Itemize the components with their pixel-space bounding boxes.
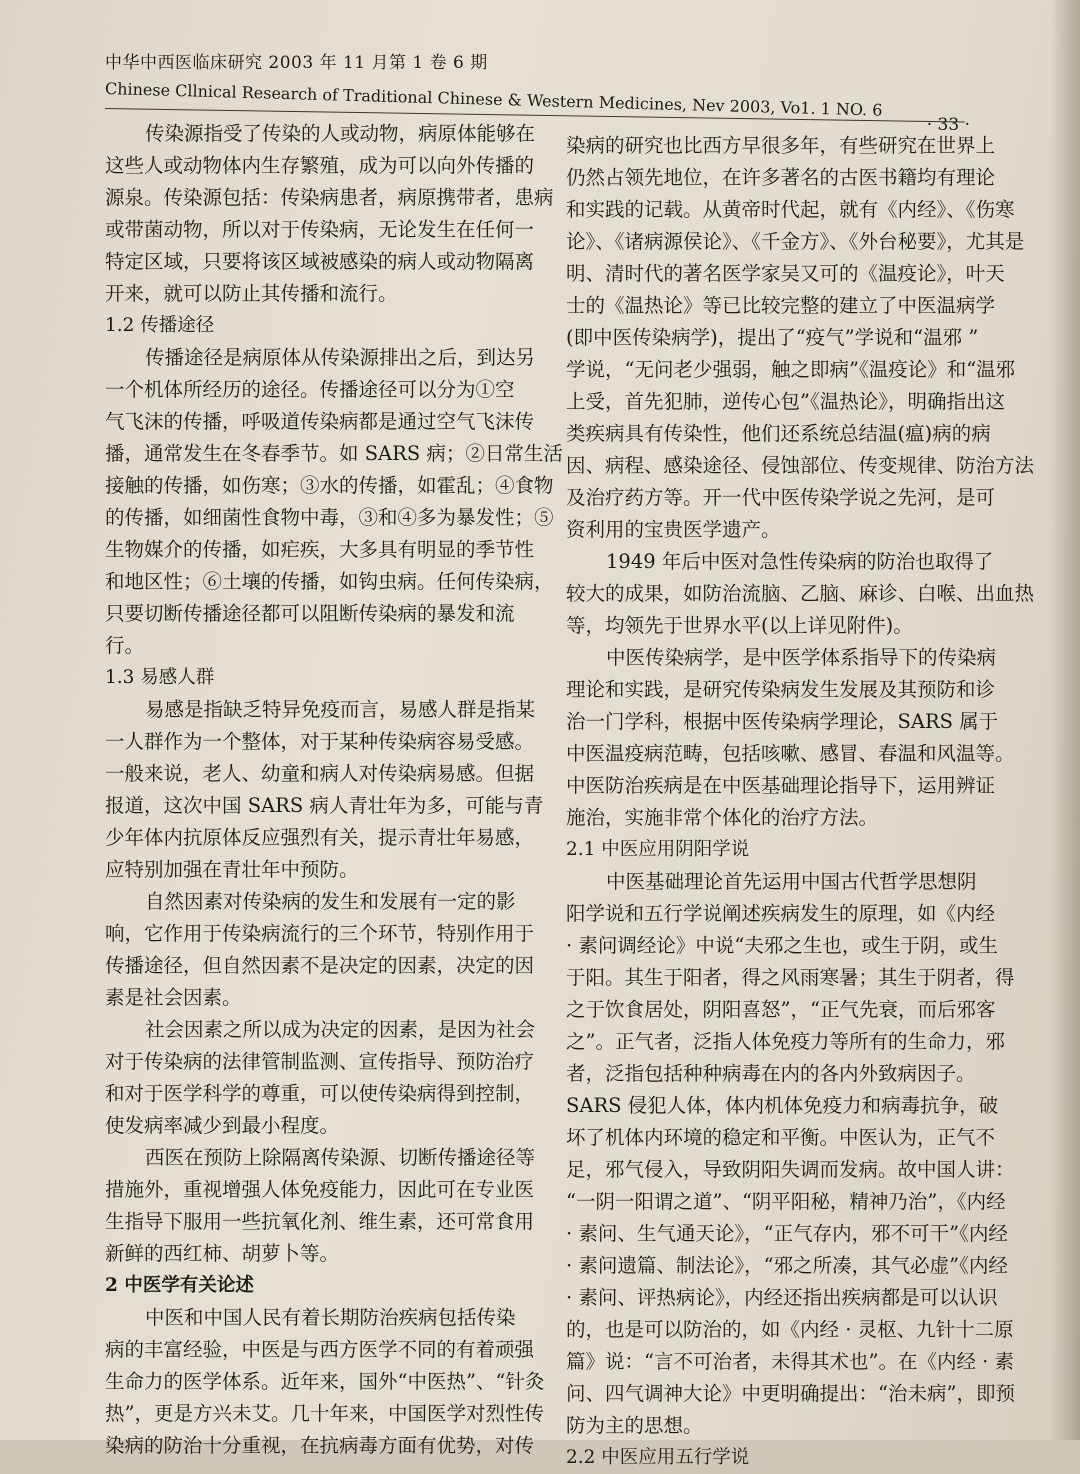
page-number: · 33 ·: [926, 115, 970, 135]
text-line: 士的《温热论》等已比较完整的建立了中医温病学: [566, 294, 996, 317]
section-heading: 2 中医学有关论述: [105, 1275, 254, 1296]
text-line: 理论和实践，是研究传染病发生发展及其预防和诊: [566, 678, 996, 701]
text-line: (即中医传染病学)，提出了“疫气”学说和“温邪 ”: [566, 326, 979, 349]
running-header: [104, 48, 883, 120]
text-line: 易感是指缺乏特异免疫而言，易感人群是指某: [145, 698, 536, 721]
text-line: 和对于医学科学的尊重，可以使传染病得到控制，: [105, 1082, 535, 1105]
text-line: 新鲜的西红柿、胡萝卜等。: [105, 1242, 340, 1265]
text-line: 或带菌动物，所以对于传染病，无论发生在任何一: [105, 218, 535, 241]
text-line: 只要切断传播途径都可以阻断传染病的暴发和流: [105, 602, 515, 625]
left-column: [105, 118, 563, 1462]
text-line: 社会因素之所以成为决定的因素，是因为社会: [145, 1018, 536, 1041]
text-line: 这些人或动物体内生存繁殖，成为可以向外传播的: [105, 154, 535, 177]
text-line: 问、四气调神大论》中更明确提出：“治未病”，即预: [566, 1382, 1015, 1405]
text-line: 少年体内抗原体反应强烈有关，提示青壮年易感，: [105, 826, 535, 849]
section-heading: 2.2 中医应用五行学说: [566, 1447, 750, 1468]
section-heading: 1.3 易感人群: [105, 667, 215, 688]
text-line: 一个机体所经历的途径。传播途径可以分为①空: [105, 378, 515, 401]
text-line: · 素问调经论》中说“夫邪之生也，或生于阴，或生: [566, 934, 998, 957]
text-line: 论》、《诸病源侯论》、《千金方》、《外台秘要》，尤其是: [566, 230, 1025, 253]
text-line: 之于饮食居处，阴阳喜怒”，“正气先衰，而后邪客: [566, 998, 996, 1021]
text-line: 源泉。传染源包括：传染病患者，病原携带者，患病: [105, 186, 554, 209]
text-line: 措施外，重视增强人体免疫能力，因此可在专业医: [105, 1178, 535, 1201]
text-line: 防为主的思想。: [566, 1414, 703, 1437]
text-line: 明、清时代的著名医学家吴又可的《温疫论》，叶天: [566, 262, 1005, 285]
text-line: 治一门学科，根据中医传染病学理论，SARS 属于: [566, 710, 999, 733]
text-line: 响，它作用于传染病流行的三个环节，特别作用于: [105, 922, 535, 945]
text-line: 报道，这次中国 SARS 病人青壮年为多，可能与青: [105, 794, 544, 817]
text-line: 特定区域，只要将该区域被感染的病人或动物隔离: [105, 250, 535, 273]
text-line: 之”。正气者，泛指人体免疫力等所有的生命力，邪: [566, 1030, 1005, 1053]
text-line: 西医在预防上除隔离传染源、切断传播途径等: [145, 1146, 536, 1169]
text-line: 病的丰富经验，中医是与西方医学不同的有着顽强: [105, 1338, 535, 1361]
text-line: 学说，“无问老少强弱，触之即病”《温疫论》和“温邪: [566, 358, 1016, 381]
text-line: 素是社会因素。: [105, 986, 242, 1009]
text-line: 传播途径，但自然因素不是决定的因素，决定的因: [105, 954, 535, 977]
text-line: SARS 侵犯人体，体内机体免疫力和病毒抗争，破: [566, 1094, 999, 1117]
text-line: 及治疗药方等。开一代中医传染学说之先河，是可: [566, 486, 996, 509]
text-line: 仍然占领先地位，在许多著名的古医书籍均有理论: [566, 166, 996, 189]
text-line: 染病的研究也比西方早很多年，有些研究在世界上: [566, 134, 996, 157]
text-line: 资利用的宝贵医学遗产。: [566, 518, 781, 541]
text-line: 播，通常发生在冬春季节。如 SARS 病；②日常生活: [105, 442, 563, 465]
text-line: 者，泛指包括种种病毒在内的各内外致病因子。: [566, 1062, 976, 1085]
text-line: 和实践的记载。从黄帝时代起，就有《内经》、《伤寒: [566, 198, 1015, 221]
text-line: 等，均领先于世界水平(以上详见附件)。: [566, 614, 913, 637]
text-line: 因、病程、感染途径、侵蚀部位、传变规律、防治方法: [566, 454, 1035, 477]
text-line: 行。: [105, 634, 145, 657]
section-heading: 2.1 中医应用阴阳学说: [566, 839, 750, 860]
text-line: 施治，实施非常个体化的治疗方法。: [566, 806, 879, 829]
text-line: 阳学说和五行学说阐述疾病发生的原理，如《内经: [566, 902, 996, 925]
text-line: 类疾病具有传染性，他们还系统总结温(瘟)病的病: [566, 422, 991, 445]
text-line: 对于传染病的法律管制监测、宣传指导、预防治疗: [105, 1050, 535, 1073]
text-line: 应特别加强在青壮年中预防。: [105, 858, 359, 881]
right-column: [566, 130, 1035, 1474]
text-line: 一人群作为一个整体，对于某种传染病容易受感。: [105, 730, 535, 753]
text-line: 染病的防治十分重视，在抗病毒方面有优势，对传: [105, 1434, 535, 1457]
text-line: 的传播，如细菌性食物中毒，③和④多为暴发性；⑤: [105, 506, 554, 529]
text-line: 较大的成果，如防治流脑、乙脑、麻诊、白喉、出血热: [566, 582, 1035, 605]
text-line: 和地区性；⑥土壤的传播，如钩虫病。任何传染病，: [105, 570, 554, 593]
journal-title-cn: 中华中西医临床研究 2003 年 11 月第 1 卷 6 期: [105, 53, 488, 73]
text-line: “一阴一阳谓之道”、“阴平阳秘，精神乃治”，《内经: [566, 1190, 1006, 1213]
text-line: 1949 年后中医对急性传染病的防治也取得了: [606, 550, 994, 573]
text-line: 一般来说，老人、幼童和病人对传染病易感。但据: [105, 762, 535, 785]
text-line: 的，也是可以防治的，如《内经 · 灵枢、九针十二原: [566, 1318, 1014, 1341]
text-line: · 素问、生气通天论》，“正气存内，邪不可干”《内经: [566, 1222, 1008, 1245]
text-line: 气飞沫的传播，呼吸道传染病都是通过空气飞沫传: [105, 410, 535, 433]
text-line: 中医防治疾病是在中医基础理论指导下，运用辨证: [566, 774, 996, 797]
section-heading: 1.2 传播途径: [105, 315, 215, 336]
text-line: 传染源指受了传染的人或动物，病原体能够在: [145, 122, 536, 145]
text-line: 自然因素对传染病的发生和发展有一定的影: [145, 890, 516, 913]
text-line: 开来，就可以防止其传播和流行。: [105, 282, 398, 305]
text-line: · 素问遗篇、制法论》，“邪之所凑，其气必虚”《内经: [566, 1254, 1008, 1277]
text-line: 中医基础理论首先运用中国古代哲学思想阴: [606, 870, 977, 893]
text-line: 中医和中国人民有着长期防治疾病包括传染: [145, 1306, 516, 1329]
text-line: 足，邪气侵入，导致阴阳失调而发病。故中国人讲：: [566, 1158, 1015, 1181]
page-edge-shadow: [1050, 0, 1080, 1440]
journal-title-en: Chinese Cllnical Research of Traditional Chinese & Western Medicines, Nev 2003, Vo1. 1 NO. 6: [104, 79, 883, 120]
text-line: 于阳。其生于阳者，得之风雨寒暑；其生于阴者，得: [566, 966, 1015, 989]
text-line: 上受，首先犯肺，逆传心包”《温热论》，明确指出这: [566, 390, 1005, 413]
text-line: 篇》说：“言不可治者，未得其术也”。在《内经 · 素: [566, 1350, 1015, 1373]
text-line: 生物媒介的传播，如疟疾，大多具有明显的季节性: [105, 538, 535, 561]
text-line: 使发病率减少到最小程度。: [105, 1114, 340, 1137]
text-line: 中医传染病学，是中医学体系指导下的传染病: [606, 646, 997, 669]
text-line: 传播途径是病原体从传染源排出之后，到达另: [145, 346, 536, 369]
text-line: 热”，更是方兴未艾。几十年来，中国医学对烈性传: [105, 1402, 544, 1425]
text-line: · 素问、评热病论》，内经还指出疾病都是可以认识: [566, 1286, 998, 1309]
text-line: 生命力的医学体系。近年来，国外“中医热”、“针灸: [105, 1370, 545, 1393]
text-line: 生指导下服用一些抗氧化剂、维生素，还可常食用: [105, 1210, 535, 1233]
text-line: 接触的传播，如伤寒；③水的传播，如霍乱；④食物: [105, 474, 554, 497]
text-line: 坏了机体内环境的稳定和平衡。中医认为，正气不: [566, 1126, 996, 1149]
text-line: 中医温疫病范畴，包括咳嗽、感冒、春温和风温等。: [566, 742, 1015, 765]
